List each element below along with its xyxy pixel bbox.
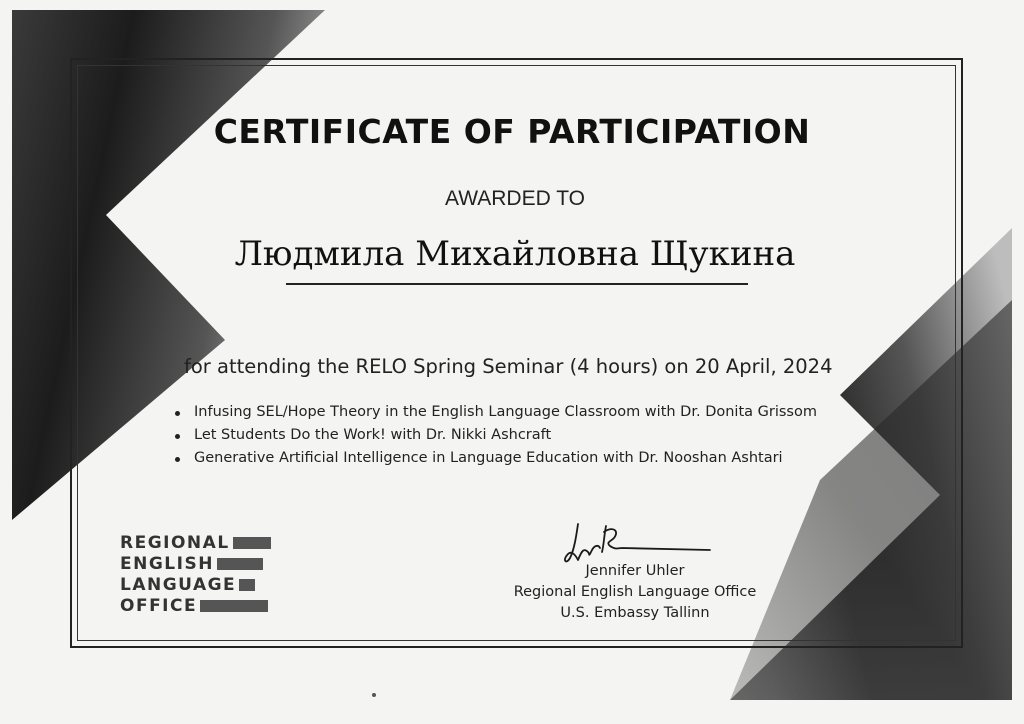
- scan-speck: [372, 693, 376, 697]
- logo-bar: [233, 537, 271, 549]
- signatory-block: [470, 561, 800, 624]
- session-item: Infusing SEL/Hope Theory in the English Language Classroom with Dr. Donita Grissom: [174, 404, 874, 427]
- session-item: Let Students Do the Work! with Dr. Nikki Ashcraft: [174, 427, 874, 450]
- recipient-underline: [286, 283, 748, 285]
- logo-bar: [200, 600, 268, 612]
- session-list: [174, 404, 874, 473]
- logo-bar: [239, 579, 255, 591]
- logo-word: OFFICE: [120, 595, 198, 616]
- logo-bar: [217, 558, 263, 570]
- session-item: Generative Artificial Intelligence in Language Education with Dr. Nooshan Ashtari: [174, 450, 874, 473]
- signatory-name: Jennifer Uhler: [585, 563, 685, 579]
- relo-logo: [120, 532, 280, 616]
- attendance-statement: for attending the RELO Spring Seminar (4 hours) on 20 April, 2024: [184, 355, 833, 378]
- logo-word: ENGLISH: [120, 553, 214, 574]
- recipient-name: Людмила Михайловна Щукина: [234, 234, 796, 274]
- certificate-title: CERTIFICATE OF PARTICIPATION: [213, 112, 811, 151]
- signatory-office: Regional English Language Office: [513, 584, 757, 600]
- logo-word: LANGUAGE: [120, 574, 237, 595]
- logo-word: REGIONAL: [120, 532, 230, 553]
- signatory-organization: U.S. Embassy Tallinn: [560, 605, 710, 621]
- awarded-to-label: AWARDED TO: [444, 187, 586, 210]
